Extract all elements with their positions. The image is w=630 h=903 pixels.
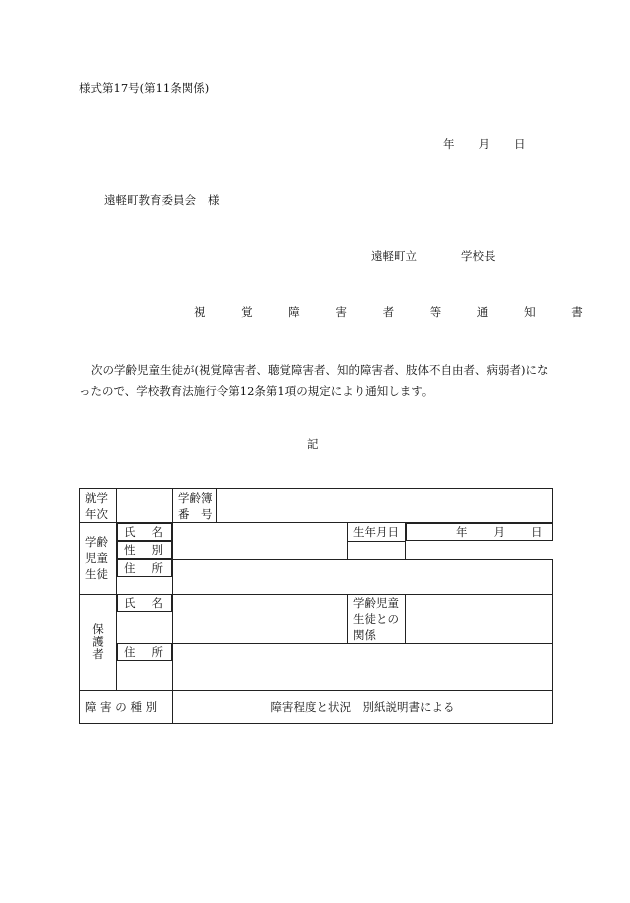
date-line xyxy=(443,136,526,152)
guardian-name-label: 氏 名 xyxy=(117,594,172,612)
notification-table xyxy=(79,488,553,724)
document-title: 視 覚 障 害 者 等 通 知 書 xyxy=(194,305,599,319)
grade-label: 就学 年次 xyxy=(80,489,117,523)
dob-value[interactable]: 年 月 日 xyxy=(406,523,553,541)
student-name-value[interactable] xyxy=(173,523,348,560)
disability-type-value: 障害程度と状況 別紙説明書による xyxy=(173,690,553,723)
disability-type-label: 障 害 の 種 別 xyxy=(80,690,173,723)
document-body: 次の学齢児童生徒が(視覚障害者、聴覚障害者、知的障害者、肢体不自由者、病弱者)になったので、学校教育法施行令第12条第1項の規定により通知します。 xyxy=(79,363,549,398)
addressee-honorific: 様 xyxy=(208,193,220,207)
sender-prefix: 遠軽町立 xyxy=(371,249,417,263)
guardian-name-value[interactable] xyxy=(173,594,348,643)
sender xyxy=(371,248,496,264)
date-year: 年 xyxy=(443,137,455,151)
addressee-name: 遠軽町教育委員会 xyxy=(104,193,196,207)
date-day: 日 xyxy=(514,137,526,151)
relation-value[interactable] xyxy=(406,594,553,643)
dob-label: 生年月日 xyxy=(348,523,406,542)
register-value[interactable] xyxy=(217,489,553,523)
sex-value[interactable] xyxy=(348,541,406,559)
student-address-label: 住 所 xyxy=(117,559,172,577)
register-label: 学齢簿 番 号 xyxy=(173,489,217,523)
relation-label: 学齢児童 生徒との 関係 xyxy=(348,594,406,643)
addressee xyxy=(104,192,220,208)
form-number: 様式第17号(第11条関係) xyxy=(79,81,210,95)
guardian-address-value[interactable] xyxy=(173,643,553,690)
grade-value[interactable] xyxy=(117,489,173,523)
ki-heading: 記 xyxy=(307,437,319,451)
student-label: 学齢 児童 生徒 xyxy=(80,523,117,595)
student-address-value[interactable] xyxy=(173,559,553,594)
sex-label: 性 別 xyxy=(117,541,172,559)
date-month: 月 xyxy=(478,137,490,151)
guardian-address-label: 住 所 xyxy=(117,643,172,661)
student-name-label: 氏 名 xyxy=(117,523,172,541)
guardian-label: 保護者 xyxy=(80,594,117,690)
sender-title: 学校長 xyxy=(461,249,496,263)
